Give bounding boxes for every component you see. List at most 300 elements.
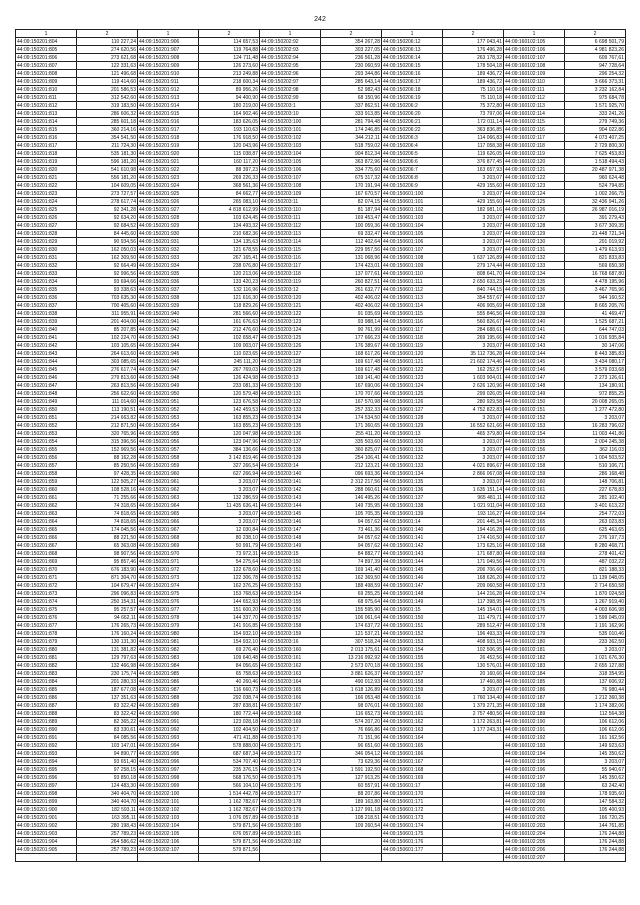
cadastral-value-cell: 261 632,77	[321, 286, 382, 294]
cadastral-number-cell: 44:09:160102:155	[504, 438, 565, 446]
cadastral-number-cell: 44:09:150201:959	[138, 462, 199, 470]
cadastral-number-cell: 44:09:150203:156	[260, 606, 321, 614]
table-row	[16, 798, 626, 806]
cadastral-value-cell: 152 969,56	[77, 446, 138, 454]
cadastral-value-cell: 315 396,56	[77, 438, 138, 446]
cadastral-number-cell: 44:09:150601:125	[382, 390, 443, 398]
cadastral-value-cell: 280 198,43	[77, 822, 138, 830]
cadastral-value-cell: 12 030,84	[199, 526, 260, 534]
cadastral-number-cell: 44:09:160102:113	[504, 102, 565, 110]
cadastral-value-cell: 3 203,07	[199, 518, 260, 526]
cadastral-number-cell: 44:09:150601:136	[382, 486, 443, 494]
cadastral-number-cell: 44:09:150201:999	[138, 782, 199, 790]
cadastral-value-cell: 1 162 782,67	[199, 806, 260, 814]
cadastral-number-cell: 44:09:150201:823	[16, 190, 77, 198]
cadastral-value-cell: 700 405,60	[77, 302, 138, 310]
cadastral-number-cell: 44:09:150201:877	[16, 622, 77, 630]
cadastral-number-cell: 44:09:150203:174	[260, 766, 321, 774]
cadastral-number-cell: 44:09:150203:118	[260, 270, 321, 278]
table-row	[16, 822, 626, 830]
cadastral-value-cell: 83 330,61	[77, 726, 138, 734]
cadastral-number-cell: 44:09:150206:5	[382, 150, 443, 158]
cadastral-value-cell: 238 076,80	[199, 262, 260, 270]
cadastral-value-cell: 209 060,58	[443, 582, 504, 590]
cadastral-value-cell: 354 541,50	[77, 134, 138, 142]
cadastral-value-cell: 174 423,01	[321, 262, 382, 270]
cadastre-value-table	[15, 29, 626, 862]
table-row	[16, 182, 626, 190]
cadastral-number-cell: 44:09:150201:948	[138, 374, 199, 382]
cadastral-number-cell: 44:09:150201:848	[16, 390, 77, 398]
cadastral-number-cell: 44:09:150601:141	[382, 534, 443, 542]
table-row	[16, 230, 626, 238]
cadastral-value-cell: 3 467 765,96	[565, 286, 626, 294]
cadastral-value-cell: 84 445,60	[77, 230, 138, 238]
table-row	[16, 214, 626, 222]
cadastral-value-cell: 183 626,05	[199, 118, 260, 126]
cadastral-value-cell: 94 662,11	[77, 614, 138, 622]
cadastral-number-cell: 44:09:150203:113	[260, 230, 321, 238]
table-row	[16, 702, 626, 710]
cadastral-value-cell: 11 139 048,05	[565, 574, 626, 582]
cadastral-number-cell: 44:09:150206:21	[382, 118, 443, 126]
cadastral-value-cell: 904 022,86	[565, 126, 626, 134]
cadastral-number-cell: 44:09:150201:890	[16, 726, 77, 734]
cadastral-number-cell: 44:09:150201:819	[16, 158, 77, 166]
cadastral-number-cell: 44:09:150601:151	[382, 622, 443, 630]
cadastral-value-cell	[443, 798, 504, 806]
column-header: 2	[321, 30, 382, 38]
cadastral-value-cell: 93 850,18	[77, 774, 138, 782]
cadastral-number-cell: 44:09:150201:892	[16, 742, 77, 750]
cadastral-value-cell: 35 112 736,28	[443, 350, 504, 358]
cadastral-value-cell: 131 068,96	[321, 254, 382, 262]
table-row	[16, 294, 626, 302]
cadastral-value-cell: 167 570,98	[321, 398, 382, 406]
cadastral-value-cell: 126 424,98	[199, 374, 260, 382]
cadastral-number-cell: 44:09:150206:6	[382, 158, 443, 166]
cadastral-value-cell: 26 987 016,19	[565, 206, 626, 214]
cadastral-value-cell: 267 165,41	[199, 254, 260, 262]
cadastral-value-cell: 1 172 263,81	[443, 718, 504, 726]
cadastral-value-cell: 74 318,65	[77, 502, 138, 510]
table-row	[16, 734, 626, 742]
cadastral-number-cell: 44:09:160102:147	[504, 374, 565, 382]
cadastral-value-cell: 3 881 626,37	[321, 670, 382, 678]
cadastral-number-cell: 44:09:150201:993	[138, 734, 199, 742]
cadastral-number-cell: 44:09:150206:2	[382, 102, 443, 110]
cadastral-number-cell: 44:09:160102:186	[504, 686, 565, 694]
cadastral-value-cell: 269 195,66	[443, 334, 504, 342]
cadastral-value-cell: 556 181,20	[77, 174, 138, 182]
cadastral-number-cell: 44:09:150601:155	[382, 654, 443, 662]
cadastral-number-cell: 44:09:150201:944	[138, 342, 199, 350]
cadastral-value-cell: 193 110,63	[199, 126, 260, 134]
cadastral-value-cell	[443, 806, 504, 814]
cadastral-number-cell: 44:09:150201:891	[16, 734, 77, 742]
table-row	[16, 254, 626, 262]
cadastral-number-cell: 44:09:150201:985	[138, 670, 199, 678]
cadastral-number-cell: 44:09:150201:983	[138, 654, 199, 662]
cadastral-value-cell: 122 306,78	[199, 574, 260, 582]
cadastral-number-cell: 44:09:150601:100	[382, 190, 443, 198]
cadastral-value-cell: 167 670,57	[321, 190, 382, 198]
cadastral-number-cell: 44:09:150201:858	[16, 470, 77, 478]
cadastral-value-cell: 141 916,85	[199, 622, 260, 630]
cadastral-value-cell: 103 105,65	[77, 342, 138, 350]
cadastral-value-cell: 384 136,66	[199, 446, 260, 454]
cadastral-value-cell: 3 142 819,46	[199, 454, 260, 462]
cadastral-number-cell: 44:09:150201:879	[16, 638, 77, 646]
table-row	[16, 126, 626, 134]
cadastral-value-cell: 201 586,53	[77, 86, 138, 94]
cadastral-number-cell: 44:09:150601:169	[382, 774, 443, 782]
cadastral-number-cell: 44:09:150601:174	[382, 822, 443, 830]
cadastral-number-cell: 44:09:150201:830	[16, 246, 77, 254]
cadastral-number-cell: 44:09:150203:1	[260, 102, 321, 110]
cadastral-value-cell: 7 625 453,83	[565, 150, 626, 158]
cadastral-number-cell: 44:09:150203:155	[260, 598, 321, 606]
cadastral-value-cell: 162 252,57	[443, 366, 504, 374]
cadastral-number-cell: 44:09:150201:910	[138, 70, 199, 78]
cadastral-number-cell: 44:09:150201:940	[138, 310, 199, 318]
cadastral-value-cell: 26 452,56	[443, 654, 504, 662]
cadastral-number-cell: 44:09:150201:905	[16, 846, 77, 854]
cadastral-value-cell: 3 203,07	[443, 446, 504, 454]
cadastral-value-cell: 254 106,41	[321, 454, 382, 462]
cadastral-value-cell: 131 381,82	[77, 646, 138, 654]
cadastral-number-cell: 44:09:150203:108	[260, 182, 321, 190]
cadastral-number-cell: 44:09:150201:949	[138, 382, 199, 390]
table-row	[16, 46, 626, 54]
cadastral-number-cell: 44:09:150203:132	[260, 398, 321, 406]
cadastral-value-cell: 180 772,44	[199, 710, 260, 718]
cadastral-value-cell: 11 435 636,41	[199, 502, 260, 510]
cadastral-number-cell: 44:09:150601:116	[382, 318, 443, 326]
cadastral-number-cell: 44:09:150201:953	[138, 414, 199, 422]
cadastral-number-cell: 44:09:150203:179	[260, 806, 321, 814]
cadastral-number-cell: 44:09:150201:921	[138, 158, 199, 166]
cadastral-number-cell: 44:09:150203:11	[260, 198, 321, 206]
cadastral-number-cell: 44:09:150201:967	[138, 526, 199, 534]
cadastral-value-cell: 121 496,68	[77, 70, 138, 78]
cadastral-value-cell: 6 698 501,79	[565, 38, 626, 46]
cadastral-value-cell: 114 066,83	[443, 134, 504, 142]
cadastral-number-cell: 44:09:150201:981	[138, 638, 199, 646]
cadastral-value-cell: 360 825,07	[321, 446, 382, 454]
cadastral-number-cell: 44:09:150201:918	[138, 134, 199, 142]
cadastral-number-cell: 44:09:150601:107	[382, 246, 443, 254]
cadastral-value-cell: 541 610,98	[77, 166, 138, 174]
cadastral-number-cell: 44:09:150202:98	[260, 86, 321, 94]
cadastral-number-cell: 44:09:150201:950	[138, 390, 199, 398]
cadastral-number-cell: 44:09:160102:117	[504, 134, 565, 142]
cadastral-number-cell: 44:09:150203:136	[260, 430, 321, 438]
cadastral-number-cell: 44:09:150601:120	[382, 350, 443, 358]
cadastral-number-cell: 44:09:160102:153	[504, 422, 565, 430]
cadastral-value-cell: 4 478 195,96	[565, 278, 626, 286]
cadastral-value-cell: 105 400,93	[565, 806, 626, 814]
cadastral-value-cell: 354 267,28	[321, 38, 382, 46]
cadastral-number-cell: 44:09:150201:954	[138, 422, 199, 430]
cadastral-value-cell: 168 626,20	[443, 574, 504, 582]
cadastral-value-cell: 972 855,25	[565, 390, 626, 398]
cadastral-value-cell: 675 317,32	[321, 174, 382, 182]
cadastral-value-cell: 318 354,95	[565, 670, 626, 678]
cadastral-number-cell: 44:09:150201:843	[16, 350, 77, 358]
cadastral-number-cell: 44:09:150601:137	[382, 494, 443, 502]
cadastral-value-cell: 176 244,88	[565, 838, 626, 846]
cadastral-value-cell: 281 102,40	[565, 494, 626, 502]
cadastral-number-cell: 44:09:150601:103	[382, 214, 443, 222]
cadastral-value-cell: 188 498,59	[321, 582, 382, 590]
cadastral-value-cell: 73 797,06	[443, 110, 504, 118]
cadastral-number-cell: 44:09:150201:895	[16, 766, 77, 774]
cadastral-value-cell: 904 812,34	[321, 150, 382, 158]
cadastral-value-cell: 1 571 925,70	[565, 102, 626, 110]
cadastral-number-cell: 44:09:150601:14	[382, 518, 443, 526]
cadastral-number-cell: 44:09:150201:964	[138, 502, 199, 510]
cadastral-value-cell: 1 525 687,21	[565, 318, 626, 326]
cadastral-number-cell: 44:09:160102:191	[504, 726, 565, 734]
table-row	[16, 342, 626, 350]
cadastral-value-cell: 149 923,63	[565, 742, 626, 750]
cadastral-number-cell: 44:09:150201:980	[138, 630, 199, 638]
cadastral-number-cell: 44:09:150201:835	[16, 286, 77, 294]
cadastral-number-cell: 44:09:150201:825	[16, 206, 77, 214]
cadastral-number-cell: 44:09:150601:131	[382, 446, 443, 454]
table-row	[16, 766, 626, 774]
cadastral-number-cell: 44:09:150201:850	[16, 406, 77, 414]
cadastral-number-cell: 44:09:150203:146	[260, 518, 321, 526]
cadastral-number-cell: 44:09:160102:195	[504, 758, 565, 766]
cadastral-number-cell: 44:09:150202:103	[138, 814, 199, 822]
cadastral-value-cell: 176 918,50	[199, 134, 260, 142]
cadastral-number-cell: 44:09:150201:977	[138, 606, 199, 614]
cadastral-number-cell: 44:09:150201:827	[16, 222, 77, 230]
cadastral-number-cell: 44:09:160102:190	[504, 718, 565, 726]
cadastral-number-cell: 44:09:150203:109	[260, 190, 321, 198]
table-row	[16, 742, 626, 750]
cadastral-number-cell: 44:09:150201:817	[16, 142, 77, 150]
cadastral-number-cell: 44:09:150201:978	[138, 614, 199, 622]
cadastral-value-cell: 20 487 971,38	[565, 166, 626, 174]
table-row	[16, 750, 626, 758]
cadastral-number-cell: 44:09:150201:955	[138, 430, 199, 438]
cadastral-value-cell: 103 147,01	[77, 742, 138, 750]
cadastral-number-cell: 44:09:150202:107	[138, 846, 199, 854]
cadastral-number-cell: 44:09:150201:966	[138, 518, 199, 526]
cadastral-number-cell: 44:09:150203:172	[260, 750, 321, 758]
cadastral-value-cell: 194 416,28	[443, 526, 504, 534]
cadastral-value-cell: 408 933,15	[443, 638, 504, 646]
cadastral-value-cell: 574 207,20	[321, 718, 382, 726]
cadastral-number-cell: 44:09:160102:124	[504, 190, 565, 198]
cadastral-value-cell: 627 266,94	[199, 470, 260, 478]
table-row	[16, 494, 626, 502]
cadastral-value-cell	[199, 854, 260, 862]
cadastral-value-cell: 333 913,85	[321, 110, 382, 118]
table-row	[16, 118, 626, 126]
cadastral-number-cell: 44:09:150201:816	[16, 134, 77, 142]
cadastral-value-cell: 1 518 494,43	[565, 158, 626, 166]
cadastral-value-cell	[321, 838, 382, 846]
cadastral-number-cell: 44:09:150201:852	[16, 422, 77, 430]
cadastral-value-cell: 82 365,22	[77, 718, 138, 726]
cadastral-number-cell: 44:09:160102:161	[504, 486, 565, 494]
cadastral-value-cell: 1 635 151,14	[443, 486, 504, 494]
cadastral-value-cell: 2 573 070,18	[321, 662, 382, 670]
cadastral-number-cell: 44:09:150601:108	[382, 254, 443, 262]
cadastral-number-cell: 44:09:150601:150	[382, 614, 443, 622]
cadastral-number-cell: 44:09:160102:170	[504, 558, 565, 566]
cadastral-number-cell: 44:09:160102:137	[504, 294, 565, 302]
table-row	[16, 382, 626, 390]
cadastral-value-cell: 20 008 265,05	[565, 398, 626, 406]
cadastral-value-cell: 144 652,93	[199, 598, 260, 606]
cadastral-number-cell: 44:09:150201:869	[16, 558, 77, 566]
cadastral-number-cell: 44:09:150201:861	[16, 494, 77, 502]
cadastral-value-cell: 145 350,62	[565, 750, 626, 758]
cadastral-value-cell: 566 104,10	[199, 782, 260, 790]
cadastral-value-cell: 85 250,56	[77, 462, 138, 470]
cadastral-value-cell: 109 640,48	[199, 654, 260, 662]
cadastral-number-cell: 44:09:150203:120	[260, 294, 321, 302]
cadastral-value-cell	[443, 750, 504, 758]
cadastral-number-cell: 44:09:150601:176	[382, 838, 443, 846]
cadastral-value-cell: 230 060,59	[321, 62, 382, 70]
cadastral-value-cell: 83 322,42	[77, 710, 138, 718]
cadastral-value-cell: 402 406,02	[321, 302, 382, 310]
table-row	[16, 694, 626, 702]
cadastral-number-cell: 44:09:150206:7	[382, 166, 443, 174]
cadastral-number-cell: 44:09:150601:122	[382, 366, 443, 374]
cadastral-value-cell: 260 827,51	[321, 278, 382, 286]
cadastral-number-cell: 44:09:150601:130	[382, 438, 443, 446]
cadastral-value-cell: 121 678,55	[199, 246, 260, 254]
cadastral-number-cell: 44:09:150203:153	[260, 582, 321, 590]
cadastral-number-cell: 44:09:150201:986	[138, 678, 199, 686]
cadastral-number-cell: 44:09:150202:95	[260, 62, 321, 70]
cadastral-number-cell: 44:09:160102:150	[504, 398, 565, 406]
table-row	[16, 286, 626, 294]
cadastral-number-cell: 44:09:150601:156	[382, 662, 443, 670]
cadastral-value-cell: 130 576,01	[443, 662, 504, 670]
cadastral-value-cell: 3 203,07	[443, 342, 504, 350]
cadastral-value-cell: 334 775,60	[321, 166, 382, 174]
cadastral-number-cell: 44:09:150601:170	[382, 790, 443, 798]
cadastral-value-cell: 4 003 606,98	[565, 606, 626, 614]
cadastral-value-cell: 177 666,23	[321, 334, 382, 342]
cadastral-number-cell: 44:09:150206:9	[382, 182, 443, 190]
cadastral-value-cell: 74 818,65	[77, 518, 138, 526]
cadastral-number-cell: 44:09:150201:937	[138, 286, 199, 294]
table-row	[16, 310, 626, 318]
cadastral-value-cell: 111 479,71	[443, 614, 504, 622]
cadastral-number-cell: 44:09:150601:139	[382, 510, 443, 518]
cadastral-number-cell: 44:09:150201:865	[16, 526, 77, 534]
cadastral-value-cell: 1 002 266,75	[565, 190, 626, 198]
cadastral-value-cell	[77, 854, 138, 862]
cadastral-value-cell: 3 203,07	[443, 190, 504, 198]
cadastral-number-cell: 44:09:160102:148	[504, 382, 565, 390]
cadastral-number-cell: 44:09:150601:126	[382, 398, 443, 406]
cadastral-value-cell: 2 013 175,61	[321, 646, 382, 654]
cadastral-number-cell: 44:09:150601:13	[382, 430, 443, 438]
column-header: 2	[443, 30, 504, 38]
cadastral-value-cell: 212 871,50	[77, 422, 138, 430]
cadastral-value-cell: 73 629,36	[321, 758, 382, 766]
cadastral-number-cell: 44:09:150201:958	[138, 454, 199, 462]
cadastral-value-cell: 174 534,50	[321, 414, 382, 422]
cadastral-value-cell: 1 599 045,09	[565, 614, 626, 622]
cadastral-number-cell: 44:09:160102:127	[504, 214, 565, 222]
cadastral-value-cell: 112 564,38	[565, 710, 626, 718]
cadastral-number-cell: 44:09:150601:135	[382, 478, 443, 486]
cadastral-value-cell: 93 694,66	[77, 278, 138, 286]
cadastral-number-cell: 44:09:160102:157	[504, 454, 565, 462]
cadastral-value-cell: 3 203,07	[565, 758, 626, 766]
cadastral-value-cell: 965 481,11	[443, 494, 504, 502]
cadastral-number-cell: 44:09:150201:878	[16, 630, 77, 638]
cadastral-value-cell: 285 643,14	[321, 78, 382, 86]
cadastral-number-cell: 44:09:150201:930	[138, 230, 199, 238]
cadastral-number-cell: 44:09:150201:976	[138, 598, 199, 606]
cadastral-number-cell: 44:09:150601:149	[382, 598, 443, 606]
cadastral-value-cell: 162 369,50	[321, 574, 382, 582]
cadastral-value-cell: 16 283 796,02	[565, 422, 626, 430]
table-row	[16, 278, 626, 286]
cadastral-number-cell: 44:09:150203:124	[260, 326, 321, 334]
column-header: 1	[260, 30, 321, 38]
cadastral-value-cell: 166 720,25	[565, 814, 626, 822]
cadastral-number-cell: 44:09:150201:885	[16, 686, 77, 694]
cadastral-number-cell: 44:09:150203:110	[260, 206, 321, 214]
cadastral-value-cell: 121 537,21	[321, 630, 382, 638]
cadastral-value-cell: 111 014,60	[77, 398, 138, 406]
cadastral-number-cell: 44:09:150203:128	[260, 358, 321, 366]
cadastral-number-cell: 44:09:150601:15	[382, 606, 443, 614]
cadastral-value-cell: 212 123,21	[321, 462, 382, 470]
cadastral-number-cell: 44:09:150201:896	[16, 774, 77, 782]
table-row	[16, 334, 626, 342]
cadastral-number-cell: 44:09:150203:105	[260, 158, 321, 166]
cadastral-number-cell: 44:09:160102:178	[504, 622, 565, 630]
cadastral-value-cell	[443, 774, 504, 782]
table-row	[16, 414, 626, 422]
table-row	[16, 38, 626, 46]
cadastral-value-cell	[443, 766, 504, 774]
cadastral-number-cell: 44:09:150201:851	[16, 414, 77, 422]
cadastral-number-cell: 44:09:150203:167	[260, 702, 321, 710]
cadastral-number-cell: 44:09:150601:132	[382, 454, 443, 462]
cadastral-number-cell: 44:09:160102:173	[504, 582, 565, 590]
cadastral-number-cell: 44:09:150201:971	[138, 558, 199, 566]
cadastral-value-cell: 151 600,20	[199, 606, 260, 614]
cadastral-value-cell: 163 855,23	[199, 422, 260, 430]
cadastral-number-cell: 44:09:150203:178	[260, 798, 321, 806]
column-header: 1	[382, 30, 443, 38]
cadastral-number-cell: 44:09:150201:844	[16, 358, 77, 366]
cadastral-value-cell: 90 934,56	[77, 238, 138, 246]
cadastral-value-cell: 3 203,07	[443, 222, 504, 230]
cadastral-value-cell: 174 246,85	[321, 126, 382, 134]
cadastral-number-cell: 44:09:150203:12	[260, 286, 321, 294]
cadastral-value-cell: 154 932,10	[199, 638, 260, 646]
cadastral-number-cell: 44:09:150203:148	[260, 534, 321, 542]
cadastral-value-cell: 119 626,05	[443, 150, 504, 158]
cadastral-value-cell: 2 655 127,88	[565, 662, 626, 670]
